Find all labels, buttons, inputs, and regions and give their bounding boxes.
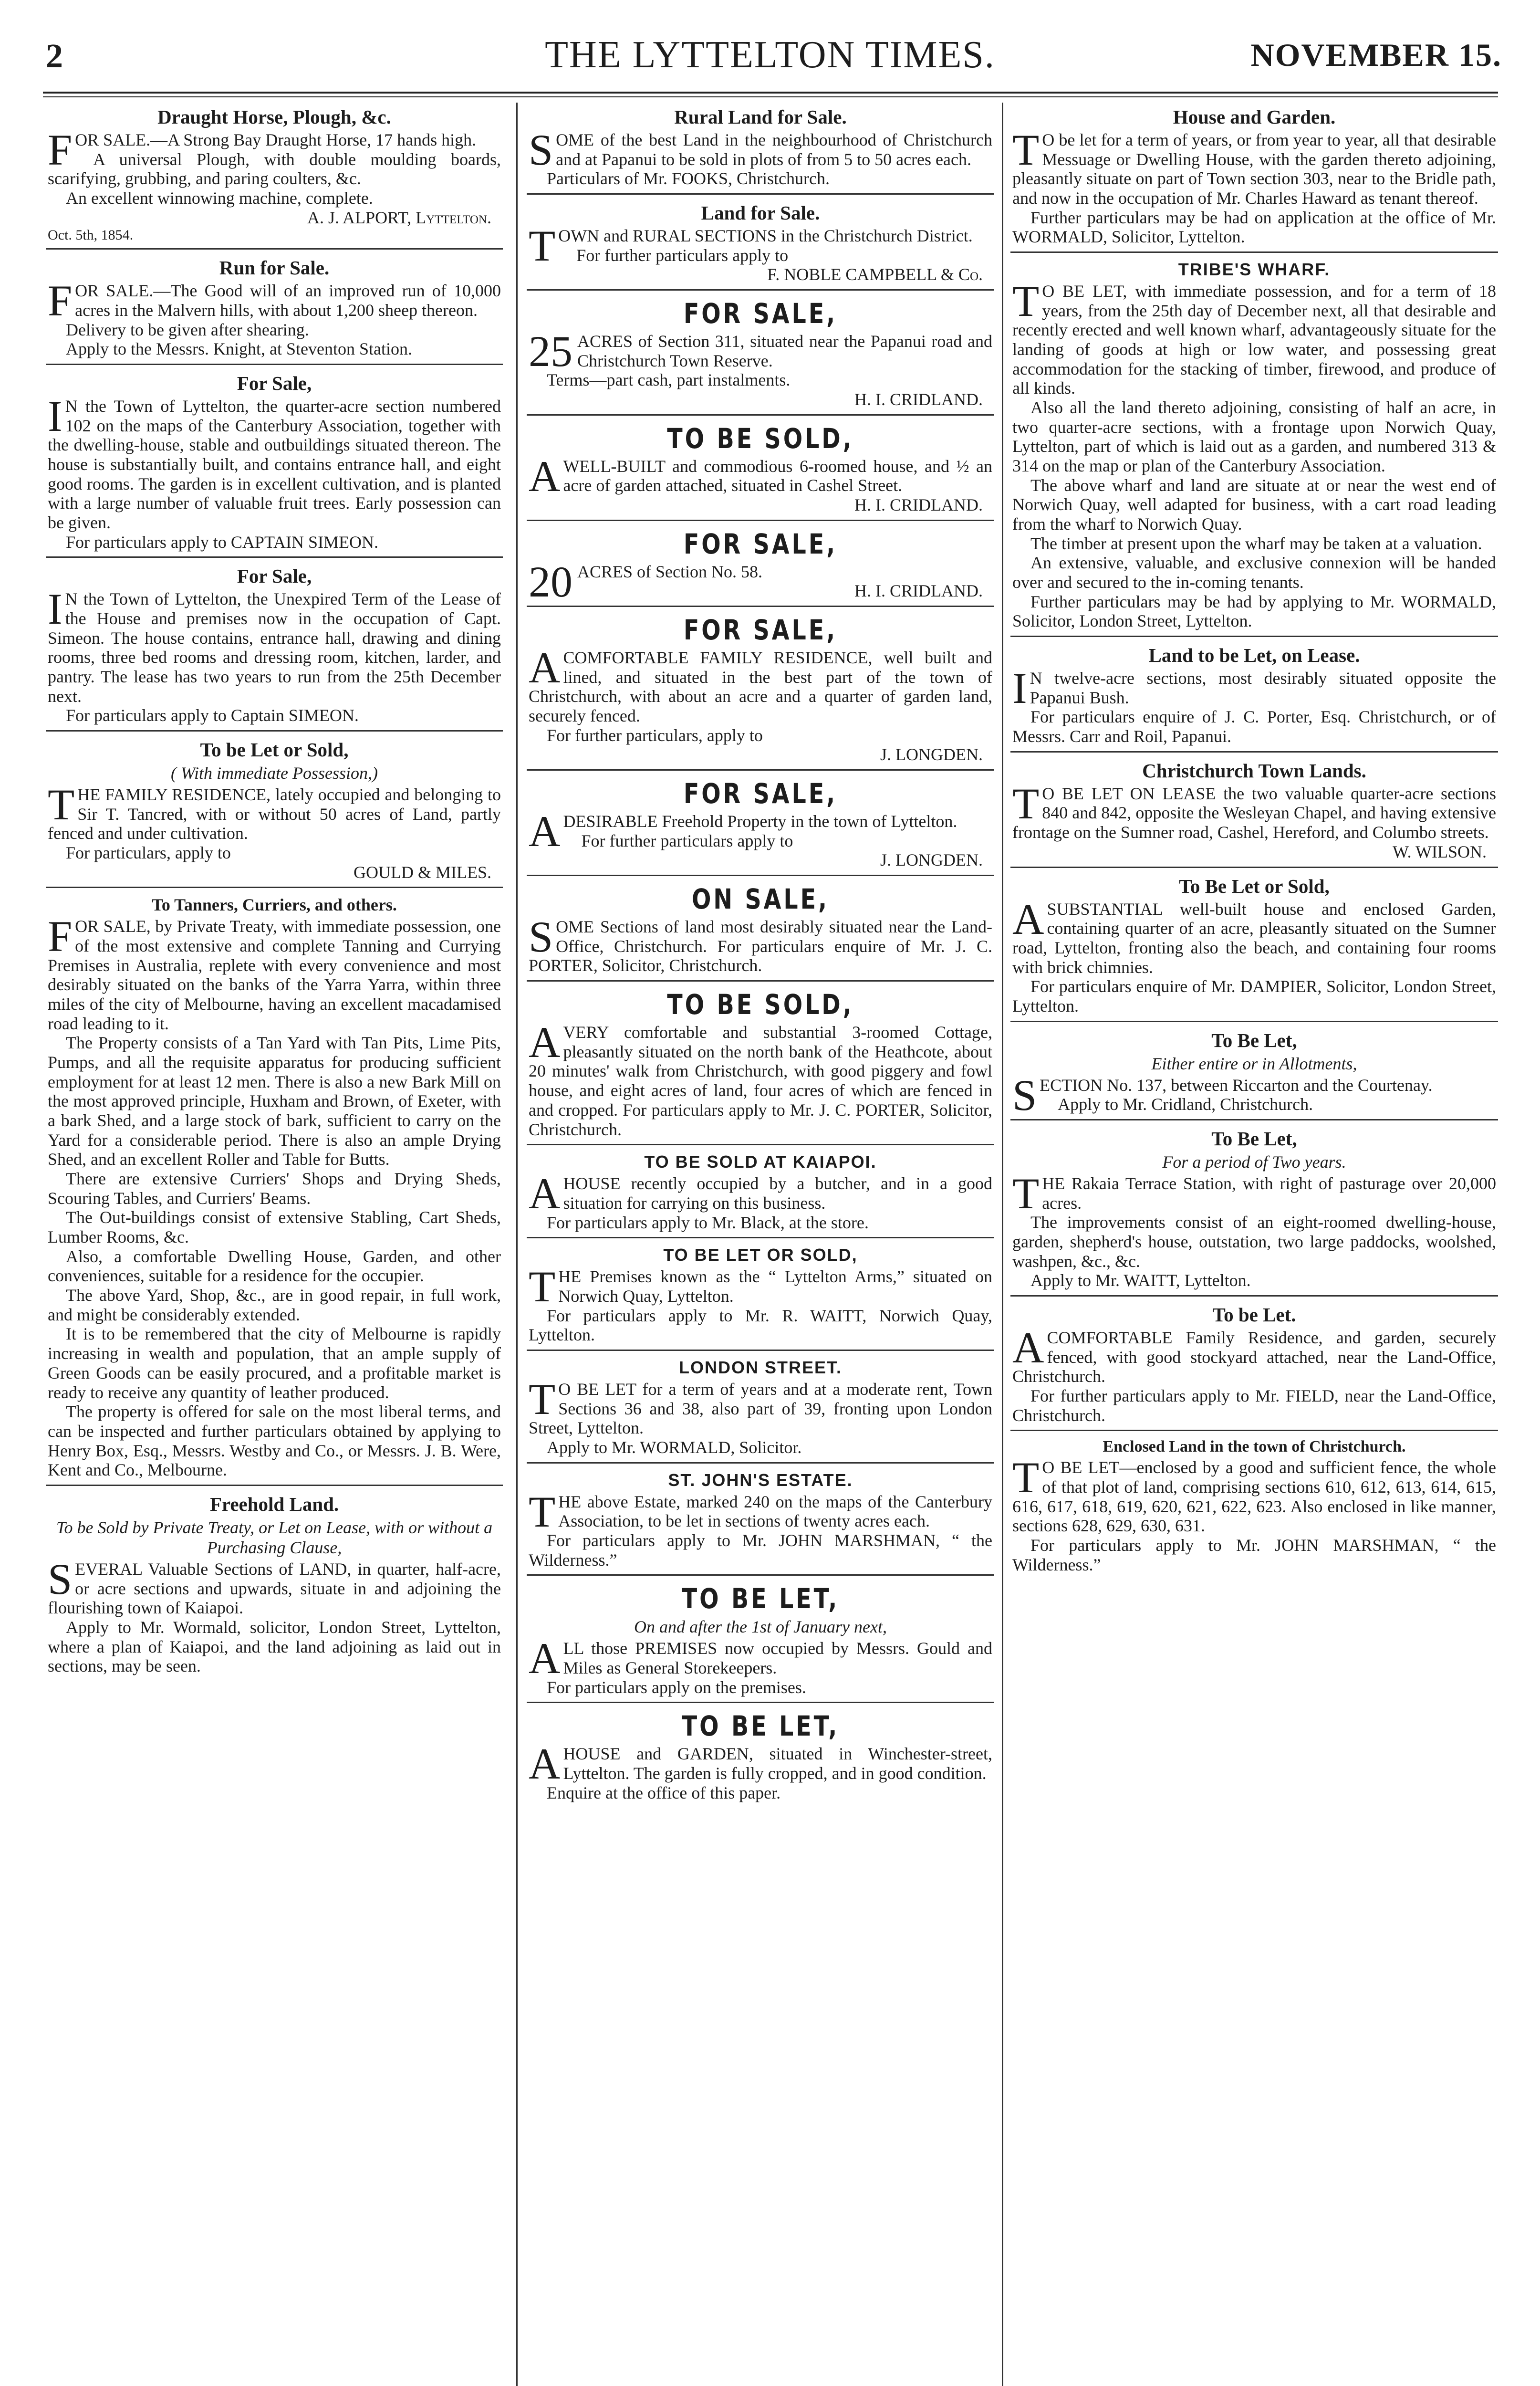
ad-body: The above wharf and land are situate at or near the west end of Norwich Quay, well adapted for business, with a cart road leading from the wharf to Norwich Quay. [1012,475,1496,534]
ad-subheading: On and after the 1st of January next, [634,1617,887,1637]
ad-body: An extensive, valuable, and exclusive connexion will be handed over and secured to the in-coming tenants. [1012,553,1496,592]
drop-cap: S [529,126,553,174]
ad-section-137 [1010,1029,1498,1120]
ad-body: Particulars of Mr. FOOKS, Christchurch. [547,169,830,188]
ad-body: EVERAL Valuable Sections of LAND, in quarter, half-acre, or acre sections and upwards, situate in and adjoining the flourishing town of Kaiapoi. [48,1559,501,1618]
ad-body: For further particulars, apply to [547,725,763,745]
ad-heading: Land for Sale. [701,202,820,224]
drop-cap: T [529,1262,556,1311]
ad-rakaia-terrace [1010,1127,1498,1297]
ad-st-johns-estate [527,1470,994,1576]
ad-body: ECTION No. 137, between Riccarton and the Courtenay. [1040,1075,1433,1095]
ad-body: OR SALE.—A Strong Bay Draught Horse, 17 hands high. [75,130,477,149]
ad-body: Also, a comfortable Dwelling House, Garden, and other conveniences, suitable for a residence for the occupier. [48,1246,501,1286]
ad-body: O BE LET—enclosed by a good and sufficient fence, the whole of that plot of land, comprising sections 610, 612, 613, 614, 615, 616, 617, 618, 619, 620, 621, 622, 623. Also enclosed in like manner, sections 628, 629, 630, 631. [1012,1458,1496,1536]
ad-for-sale-lease [46,565,503,732]
ad-body: HE above Estate, marked 240 on the maps of the Canterbury Association, to be let in sections of twenty acres each. [558,1492,992,1531]
ad-signature: H. I. CRIDLAND. [854,581,983,601]
drop-cap: T [48,780,75,829]
ad-heading: For Sale, [237,372,312,394]
drop-cap: T [1012,126,1040,174]
drop-cap: F [48,276,73,325]
ad-family-residence-christchurch [527,614,994,771]
ad-body: OR SALE, by Private Treaty, with immediate possession, one of the most extensive and complete Tanning and Currying Premises in Australia, replete with every convenience and most desirably situated on the banks of the Yarra Yarra, within three miles of the city of Melbourne, having an excellent macadamised road leading to it. [48,917,501,1033]
drop-cap: T [1012,779,1040,828]
ad-heading: TRIBE'S WHARF. [1178,260,1331,280]
ad-body: It is to be remembered that the city of Melbourne is rapidly increasing in wealth and population, that an ample supply of Green Goods can be easily procured, and a profitable market is ready to receive any quantity of leather produced. [48,1324,501,1402]
drop-cap: A [529,1739,561,1789]
ad-body: O be let for a term of years, or from year to year, all that desirable Messuage or Dwelling House, with the garden thereto adjoining, pleasantly situate on part of Town section 303, near to the Bridle path, and now in the occupation of Mr. Charles Haward as tenant thereof. [1012,130,1496,208]
ad-heading: ST. JOHN'S ESTATE. [668,1470,853,1490]
ad-body: OME of the best Land in the neighbourhood of Christchurch and at Papanui to be sold in plots of from 5 to 50 acres each. [556,130,992,169]
ad-body: Terms—part cash, part instalments. [547,370,791,390]
ad-body: For particulars apply to Mr. JOHN MARSHMAN, “ the Wilderness.” [529,1530,992,1570]
drop-cap: T [529,221,556,271]
ad-signature: A. J. ALPORT, Lyttelton. [307,208,491,227]
ad-heading: To be Let or Sold, [200,739,349,761]
ad-body: ACRES of Section 311, situated near the Papanui road and Christchurch Town Reserve. [577,332,992,370]
ad-heading: TO BE LET, [681,1582,840,1615]
ad-body: For further particulars apply to [581,831,793,850]
ad-body: WELL-BUILT and commodious 6-roomed house, and ½ an acre of garden attached, situated in Cashel Street. [563,456,992,495]
ad-body: The Property consists of a Tan Yard with Tan Pits, Lime Pits, Pumps, and all the requisite apparatus for producing sufficient employment for at least 12 men. There is also a new Bark Mill on the most approved principle, Huxham and Brown, of Exeter, with a bark Shed, and a large stock of bark, sufficient to carry on the Yard for a considerable period. There is also an ample Drying Shed, and an excellent Roller and Table for Butts. [48,1033,501,1169]
ad-body: SUBSTANTIAL well-built house and enclosed Garden, containing quarter of an acre, pleasantly situated on the Sumner road, Lyttelton, fronting also the beach, and containing four rooms with brick chimnies. [1012,899,1496,977]
ad-body: An excellent winnowing machine, complete. [66,188,373,208]
drop-cap: S [48,1554,73,1603]
drop-cap: A [529,1634,561,1683]
ad-body: O BE LET for a term of years and at a moderate rent, Town Sections 36 and 38, also part of 39, fronting upon London Street, Lyttelton. [529,1379,992,1438]
ad-enclosed-land [1010,1438,1498,1579]
ad-body: The improvements consist of an eight-roomed dwelling-house, garden, shepherd's house, outstation, two large paddocks, woolshed, washpen, &c., &c. [1012,1213,1496,1271]
ad-body: The above Yard, Shop, &c., are in good repair, in full work, and might be considerably extended. [48,1286,501,1324]
issue-date: NOVEMBER 15. [1250,37,1502,73]
ad-rural-land [527,105,994,195]
drop-cap: I [1012,664,1027,713]
ad-heading: FOR SALE, [683,527,838,560]
ad-heading: House and Garden. [1173,106,1336,128]
ad-body: DESIRABLE Freehold Property in the town of Lyttelton. [563,812,957,831]
ad-house-and-garden [1010,105,1498,253]
drop-cap: A [529,807,561,856]
ad-family-residence [46,738,503,888]
ad-freehold-lyttelton [527,777,994,876]
ad-body: COMFORTABLE Family Residence, and garden, securely fenced, with good stockyard attached, near the Land-Office, Christchurch. [1012,1328,1496,1386]
ad-signature: GOULD & MILES. [354,862,491,882]
ad-body: VERY comfortable and substantial 3-roomed Cottage, pleasantly situated on the north bank of the Heathcote, about 20 minutes' walk from Christchurch, with good piggery and fowl house, and eight acres of land, four acres of which are fenced in and cropped. For particulars apply to Mr. J. C. PORTER, Solicitor, Christchurch. [529,1023,992,1139]
ad-body: N the Town of Lyttelton, the quarter-acre section numbered 102 on the maps of the Canterbury Association, together with the dwelling-house, stable and outbuildings situated thereon. The house is substantially built, and contains entrance hall, and eight good rooms. The garden is in excellent cultivation, and is planted with a large number of valuable fruit trees. Early possession can be given. [48,396,501,532]
ad-heading: Freehold Land. [209,1493,339,1515]
ad-lyttelton-arms [527,1245,994,1351]
ad-heading: LONDON STREET. [678,1357,842,1377]
ad-heading: To be Let. [1212,1303,1296,1326]
ad-body: Enquire at the office of this paper. [547,1783,781,1802]
ad-subheading: For a period of Two years. [1162,1152,1346,1172]
ad-body: Apply to Mr. WAITT, Lyttelton. [1030,1271,1251,1290]
ad-signature: J. LONGDEN. [880,745,983,764]
ad-freehold-land [46,1493,503,1681]
ad-cottage-heathcote [527,988,994,1145]
page-number: 2 [46,37,63,75]
ad-heading: Land to be Let, on Lease. [1148,644,1360,667]
ad-body: Further particulars may be had by applying to Mr. WORMALD, Solicitor, London Street, Lyttelton. [1012,592,1496,631]
drop-cap: A [529,451,561,501]
drop-cap: A [529,643,561,692]
drop-cap: A [1012,894,1044,943]
ad-heading: Run for Sale. [219,257,330,279]
ad-body: OWN and RURAL SECTIONS in the Christchurch District. [558,226,973,246]
ad-body: For particulars enquire of J. C. Porter, Esq. Christchurch, or of Messrs. Carr and Roil, Papanui. [1012,707,1496,746]
masthead-rule [43,92,1498,94]
ad-tanners [46,895,503,1486]
ad-heading: FOR SALE, [683,614,838,647]
ad-body: HOUSE and GARDEN, situated in Winchester-street, Lyttelton. The garden is fully cropped, and in good condition. [563,1744,992,1783]
drop-cap: I [48,585,62,634]
ad-for-sale-20-acres [527,528,994,607]
newspaper-title: THE LYTTELTON TIMES. [545,34,995,76]
ad-body: There are extensive Curriers' Shops and Drying Sheds, Scouring Tables, and Curriers' Beams. [48,1169,501,1208]
ad-body: For particulars apply to CAPTAIN SIMEON. [66,532,379,552]
drop-cap: T [1012,277,1040,326]
drop-cap: S [1012,1070,1037,1120]
ad-body: The property is offered for sale on the most liberal terms, and can be inspected and further particulars obtained by applying to Henry Box, Esq., Messrs. Westby and Co., or Messrs. J. B. Were, Kent and Co., Melbourne. [48,1402,501,1480]
drop-cap: T [529,1487,556,1536]
ad-signature: W. WILSON. [1393,842,1487,861]
drop-number: 20 [529,557,572,606]
drop-cap: T [1012,1169,1040,1218]
ad-body: For particulars apply to Captain SIMEON. [66,706,359,725]
ad-date: Oct. 5th, 1854. [48,227,134,243]
ad-body: Delivery to be given after shearing. [66,320,309,339]
ad-heading: Draught Horse, Plough, &c. [157,106,391,128]
ad-sumner-road-house [1010,875,1498,1022]
ad-body: Apply to Mr. Wormald, solicitor, London Street, Lyttelton, where a plan of Kaiapoi, and the land adjoining as laid out in sections, may be seen. [48,1617,501,1676]
ad-heading: Christchurch Town Lands. [1142,759,1366,782]
ad-heading: To Be Let or Sold, [1179,875,1330,897]
ad-body: COMFORTABLE FAMILY RESIDENCE, well built and lined, and situated in the best part of the town of Christchurch, with about an acre and a quarter of garden land, securely fenced. [529,648,992,726]
drop-cap: S [529,912,553,962]
ad-body: O BE LET ON LEASE the two valuable quarter-acre sections 840 and 842, opposite the Wesleyan Chapel, and having extensive frontage on the Sumner road, Cashel, Hereford, and Columbo streets. [1012,784,1496,842]
ad-heading: For Sale, [237,565,312,587]
ad-body: For particulars apply to Mr. R. WAITT, Norwich Quay, Lyttelton. [529,1306,992,1345]
ad-land-on-lease [1010,644,1498,753]
drop-cap: F [48,912,73,961]
ad-body: The Out-buildings consist of extensive Stabling, Cart Sheds, Lumber Rooms, &c. [48,1208,501,1247]
ad-subheading: ( With immediate Possession,) [171,764,378,783]
ad-heading: TO BE LET OR SOLD, [663,1245,858,1265]
ad-heading: TO BE SOLD, [667,422,854,455]
drop-cap: A [529,1018,561,1067]
masthead-rule-thin [43,96,1498,97]
drop-cap: T [1012,1453,1040,1502]
ad-tribes-wharf [1010,260,1498,637]
ad-signature: F. NOBLE CAMPBELL & Co. [767,265,983,284]
ad-signature: H. I. CRIDLAND. [854,495,983,515]
drop-cap: A [1012,1323,1044,1372]
ad-body: A universal Plough, with double moulding boards, scarifying, grubbing, and paring coulters, &c. [48,149,501,188]
column-left [46,103,503,2386]
ad-body: For particulars apply to Mr. JOHN MARSHMAN, “ the Wilderness.” [1012,1535,1496,1574]
ad-signature: J. LONGDEN. [880,850,983,870]
ad-body: HE Rakaia Terrace Station, with right of pasturage over 20,000 acres. [1042,1173,1496,1213]
ad-body: Apply to Mr. Cridland, Christchurch. [1058,1095,1313,1114]
column-right [1010,103,1498,2386]
ad-heading: TO BE LET, [681,1710,840,1743]
ad-body: Further particulars may be had on application at the office of Mr. WORMALD, Solicitor, Lyttelton. [1012,208,1496,247]
ad-body: Apply to Mr. WORMALD, Solicitor. [547,1437,802,1457]
ad-heading: TO BE SOLD, [667,988,854,1021]
drop-cap: I [48,391,62,440]
drop-cap: A [529,1169,561,1218]
ad-comfortable-residence [1010,1303,1498,1431]
ad-body: N the Town of Lyttelton, the Unexpired Term of the Lease of the House and premises now in the occupation of Capt. Simeon. The house contains, entrance hall, drawing and dining rooms, three bed rooms and dressing room, kitchen, larder, and pantry. The lease has two years to run from the 25th December next. [48,589,501,706]
ad-body: For particulars enquire of Mr. DAMPIER, Solicitor, London Street, Lyttelton. [1012,977,1496,1015]
column-divider-1 [516,103,518,2386]
ad-body: Apply to the Messrs. Knight, at Steventon Station. [66,339,412,359]
ad-signature: H. I. CRIDLAND. [854,390,983,409]
ad-body: ACRES of Section No. 58. [577,562,763,581]
ad-heading: To Tanners, Curriers, and others. [152,895,397,915]
drop-cap: F [48,126,73,174]
drop-cap: T [529,1374,556,1423]
ad-heading: FOR SALE, [683,297,838,330]
ad-heading: TO BE SOLD AT KAIAPOI. [644,1152,877,1172]
ad-body: HOUSE recently occupied by a butcher, and in a good situation for carrying on this business. [563,1174,992,1213]
ad-heading: FOR SALE, [683,777,838,810]
ad-heading: ON SALE, [691,883,830,916]
ad-for-sale-quarter-acre [46,372,503,558]
ad-body: OR SALE.—The Good will of an improved run of 10,000 acres in the Malvern hills, with about 1,200 sheep thereon. [75,281,501,320]
ad-london-street [527,1358,994,1464]
ad-body: The timber at present upon the wharf may be taken at a valuation. [1030,534,1482,553]
ad-body: OME Sections of land most desirably situated near the Land-Office, Christchurch. For particulars enquire of Mr. J. C. PORTER, Solicitor, Christchurch. [529,917,992,975]
ad-heading: To Be Let, [1211,1127,1297,1150]
column-middle [527,103,994,2386]
ad-run-for-sale [46,256,503,365]
ad-heading: Enclosed Land in the town of Christchurch. [1103,1438,1406,1456]
ad-on-sale [527,883,994,982]
ad-draught-horse [46,105,503,250]
ad-subheading: To be Sold by Private Treaty, or Let on Lease, with or without a Purchasing Clause, [56,1517,493,1557]
ad-heading: To Be Let, [1211,1029,1297,1051]
ad-heading: Rural Land for Sale. [674,106,847,128]
ad-body: For particulars apply on the premises. [547,1677,806,1697]
ad-subheading: Either entire or in Allotments, [1151,1054,1357,1073]
ad-body: For particulars, apply to [66,843,231,863]
ad-body: O BE LET, with immediate possession, and for a term of 18 years, from the 25th day of December next, all that desirable and recently erected and well known wharf, advantageously situate for the landing of goods at high or low water, and possessing great accommodation for the stacking of timber, firewood, and produce of all kinds. [1012,282,1496,398]
ad-body: For further particulars apply to [576,245,789,265]
ad-gould-miles-premises [527,1582,994,1703]
ad-body: Also all the land thereto adjoining, consisting of half an acre, in two quarter-acre sections, with a frontage upon Norwich Quay, Lyttelton, part of which is laid out as a garden, and numbered 313 & 314 on the map or plan of the Canterbury Association. [1012,398,1496,476]
ad-body: LL those PREMISES now occupied by Messrs. Gould and Miles as General Storekeepers. [563,1639,992,1677]
ad-winchester-street [527,1710,994,1807]
ad-body: For particulars apply to Mr. Black, at the store. [547,1213,869,1232]
ad-christchurch-town-lands [1010,759,1498,868]
ad-body: HE Premises known as the “ Lyttelton Arms,” situated on Norwich Quay, Lyttelton. [558,1267,992,1306]
column-divider-2 [1002,103,1003,2386]
ad-land-for-sale [527,201,994,291]
drop-number: 25 [529,327,572,376]
ad-kaiapoi-house [527,1152,994,1238]
ad-for-sale-25-acres [527,297,994,416]
ad-body: For further particulars apply to Mr. FIELD, near the Land-Office, Christchurch. [1012,1386,1496,1425]
ad-to-be-sold-cashel [527,422,994,521]
masthead [0,33,1540,86]
ad-body: HE FAMILY RESIDENCE, lately occupied and belonging to Sir T. Tancred, with or without 50 acres of Land, partly fenced and under cultivation. [48,785,501,843]
ad-body: N twelve-acre sections, most desirably situated opposite the Papanui Bush. [1030,669,1496,707]
